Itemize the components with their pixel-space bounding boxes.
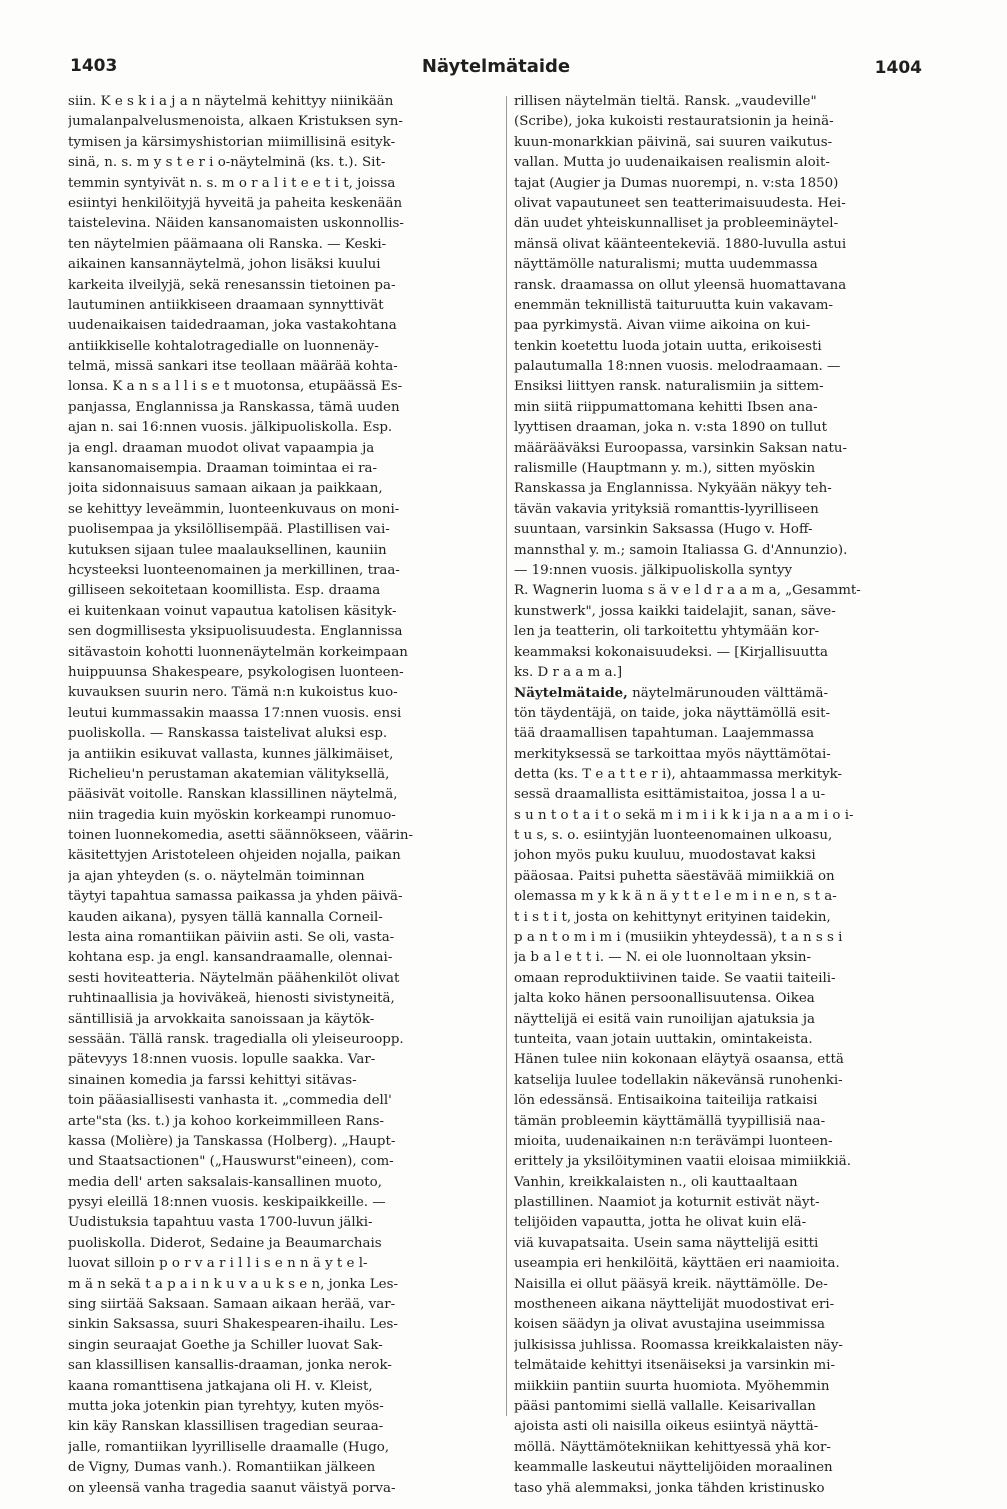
text-line: antiikkiselle kohtalotragedialle on luonnenäy- <box>68 338 379 354</box>
entry-headword: Näytelmätaide, <box>514 685 628 702</box>
text-line: sessä draamallista esittämistaitoa, jossa l a u- <box>514 787 826 803</box>
text-line: suuntaan, varsinkin Saksassa (Hugo v. Hoff- <box>514 522 813 538</box>
text-line: kunstwerk", jossa kaikki taidelajit, sanan, säve- <box>514 603 836 619</box>
text-line: ajoista asti oli naisilla oikeus esiintyä näyttä- <box>514 1419 819 1435</box>
text-line: kassa (Molière) ja Tanskassa (Holberg). „Haupt- <box>68 1133 396 1149</box>
text-line: p a n t o m i m i (musiikin yhteydessä), t a n s s i <box>514 930 843 946</box>
text-line: gilliseen sekoitetaan koomillista. Esp. draama <box>68 583 381 599</box>
text-line: paa pyrkimystä. Aivan viime aikoina on kui- <box>514 318 811 334</box>
text-line: vallan. Mutta jo uudenaikaisen realismin aloit- <box>514 155 830 171</box>
text-line: singin seuraajat Goethe ja Schiller luovat Sak- <box>68 1337 383 1353</box>
text-line: mannsthal y. m.; samoin Italiassa G. d'Annunzio). <box>514 542 848 558</box>
text-line: ja ajan yhteyden (s. o. näytelmän toiminnan <box>68 868 365 884</box>
text-line: möllä. Näyttämötekniikan kehittyessä yhä kor- <box>514 1439 831 1455</box>
text-line: kuun-monarkkian päivinä, sai suuren vaikutus- <box>514 134 833 150</box>
text-line: tön täydentäjä, on taide, joka näyttämöllä esit- <box>514 705 831 721</box>
text-line: ja engl. draaman muodot olivat vapaampia ja <box>68 440 375 456</box>
text-line: min siitä riippumattomana kehitti Ibsen ana- <box>514 399 818 415</box>
text-line: und Staatsactionen" („Hauswurst"eineen), com- <box>68 1154 394 1170</box>
text-line: Richelieu'n perustaman akatemian välityksellä, <box>68 766 390 782</box>
text-line: tunteita, vaan jotain uuttakin, omintakeista. <box>514 1031 813 1047</box>
text-line: omaan reproduktiivinen taide. Se vaatii taiteili- <box>514 970 836 986</box>
text-line: (Scribe), joka kukoisti restauratsionin ja heinä- <box>514 114 834 130</box>
text-line: pääosaa. Paitsi puhetta säestävää mimiikkiä on <box>514 868 835 884</box>
text-line: luovat silloin p o r v a r i l l i s e n n ä y t e l- <box>68 1256 368 1272</box>
text-line: määrääväksi Euroopassa, varsinkin Saksan natu- <box>514 440 847 456</box>
text-line: jumalanpalvelusmenoista, alkaen Kristuksen syn- <box>68 114 403 130</box>
text-line: joita sidonnaisuus samaan aikaan ja paikkaan, <box>68 481 383 497</box>
entry-headword-rest: näytelmärunouden välttämä- <box>627 686 829 702</box>
text-line: siin. K e s k i a j a n näytelmä kehittyy niinikään <box>68 94 394 109</box>
text-line: aikainen kansannäytelmä, johon lisäksi kuului <box>68 257 381 273</box>
text-line: ransk. draamassa on ollut yleensä huomattavana <box>514 277 847 293</box>
text-line: kuvauksen suurin nero. Tämä n:n kukoistus kuo- <box>68 685 398 701</box>
text-line: arte"sta (ks. t.) ja kohoo korkeimmilleen Rans- <box>68 1113 385 1129</box>
left-column <box>68 92 498 1499</box>
text-line: Naisilla ei ollut pääsyä kreik. näyttämölle. De- <box>514 1276 828 1292</box>
text-line: miikkiin pantiin suurta huomiota. Myöhemmin <box>514 1378 830 1394</box>
text-line: hcysteeksi luonteenomainen ja merkillinen, traa- <box>68 562 400 578</box>
text-line: olivat vapautuneet sen teatterimaisuudesta. Hei- <box>514 195 846 211</box>
text-line: lonsa. K a n s a l l i s e t muotonsa, etupäässä Es- <box>68 379 403 395</box>
right-column <box>514 92 945 1499</box>
text-line: tävän vakavia yrityksiä romanttis-lyyrilliseen <box>514 501 819 517</box>
text-line: ja antiikin esikuvat vallasta, kunnes jälkimäiset, <box>68 746 394 762</box>
text-line: kauden aikana), pysyen tällä kannalla Corneil- <box>68 909 383 925</box>
text-line: näyttämölle naturalismi; mutta uudemmassa <box>514 257 818 273</box>
text-line: toin pääasiallisesti vanhasta it. „commedia dell' <box>68 1093 392 1109</box>
text-line: se kehittyy leveämmin, luonteenkuvaus on moni- <box>68 501 400 517</box>
text-line: toinen luonnekomedia, asetti säännökseen, väärin- <box>68 828 414 844</box>
text-line: kaana romanttisena jatkajana oli H. v. Kleist, <box>68 1378 373 1394</box>
text-line: leutui kummassakin maassa 17:nnen vuosis. ensi <box>68 705 402 721</box>
text-line: ajan n. sai 16:nnen vuosis. jälkipuoliskolla. Esp. <box>68 420 393 436</box>
text-line: mutta joka jotenkin pian tyrehtyy, kuten myös- <box>68 1399 384 1414</box>
text-line: media dell' arten saksalais-kansallinen muoto, <box>68 1174 382 1190</box>
text-line: sing siirtää Saksaan. Samaan aikaan herää, var- <box>68 1297 396 1313</box>
text-line: sinä, n. s. m y s t e r i o-näytelminä (ks. t.). Sit- <box>68 155 386 171</box>
text-line: tenkin koetettu luoda jotain uutta, erikoisesti <box>514 338 822 354</box>
text-line: sesti hoviteatteria. Näytelmän päähenkilöt olivat <box>68 970 400 986</box>
text-line: telmätaide kehittyi itsenäiseksi ja varsinkin mi- <box>514 1358 836 1374</box>
text-line: kin käy Ranskan klassillisen tragedian seuraa- <box>68 1419 384 1435</box>
text-line: niin tragedia kuin myöskin korkeampi runomuo- <box>68 807 396 823</box>
right-page-number: 1404 <box>874 58 922 78</box>
text-line: temmin syntyivät n. s. m o r a l i t e e t i t, joissa <box>68 175 396 191</box>
text-line: pätevyys 18:nnen vuosis. lopulle saakka. Var- <box>68 1052 376 1068</box>
text-line: tämän probleemin käyttämällä tyypillisiä naa- <box>514 1113 826 1129</box>
text-line: Ensiksi liittyen ransk. naturalismiin ja sittem- <box>514 379 824 395</box>
text-line: panjassa, Englannissa ja Ranskassa, tämä uuden <box>68 399 400 415</box>
text-line: lön edessänsä. Entisaikoina taiteilija ratkaisi <box>514 1093 818 1109</box>
text-line: on yleensä vanha tragedia saanut väistyä porva- <box>68 1480 396 1496</box>
text-line: lyyttisen draaman, joka n. v:sta 1890 on tullut <box>514 420 828 436</box>
text-line: kohtana esp. ja engl. kansandraamalle, olennai- <box>68 950 393 966</box>
text-line: de Vigny, Dumas vanh.). Romantiikan jälkeen <box>68 1460 376 1476</box>
text-line: ralismille (Hauptmann y. m.), sitten myöskin <box>514 461 816 477</box>
text-line: esiintyi henkilöityjä hyveitä ja paheita keskenään <box>68 195 403 211</box>
text-line: jalta koko hänen persoonallisuutensa. Oikea <box>514 991 815 1007</box>
text-line: uudenaikaisen taidedraaman, joka vastakohtana <box>68 318 397 334</box>
text-line: rillisen näytelmän tieltä. Ransk. „vaudeville" <box>514 94 817 109</box>
text-line: palautumalla 18:nnen vuosis. melodraamaan. — <box>514 359 841 375</box>
text-line: san klassillisen kansallis-draaman, jonka nerok- <box>68 1358 392 1374</box>
text-line: dän uudet yhteiskunnalliset ja probleeminäytel- <box>514 216 839 232</box>
text-line: plastillinen. Naamiot ja koturnit estivät näyt- <box>514 1195 820 1211</box>
text-line: Hänen tulee niin kokonaan eläytyä osaansa, että <box>514 1052 844 1068</box>
text-line: taso yhä alemmaksi, jonka tähden kristinusko <box>514 1480 825 1496</box>
text-line: mänsä olivat käänteentekeviä. 1880-luvulla astui <box>514 236 847 252</box>
text-line: karkeita ilveilyjä, sekä renesanssin tietoinen pa- <box>68 277 396 293</box>
text-line: Ranskassa ja Englannissa. Nykyään näkyy teh- <box>514 481 832 497</box>
text-line: koisen säädyn ja olivat avustajina useimmissa <box>514 1317 826 1333</box>
text-line: — 19:nnen vuosis. jälkipuoliskolla syntyy <box>514 562 793 578</box>
text-line: erittely ja yksilöityminen vaatii eloisaa mimiikkiä. <box>514 1154 851 1170</box>
text-line: ruhtinaallisia ja hoviväkeä, hienosti sivistyneitä, <box>68 991 395 1007</box>
text-line: useampia eri henkilöitä, käyttäen eri naamioita. <box>514 1256 840 1272</box>
text-line: R. Wagnerin luoma s ä v e l d r a a m a, „Gesammt- <box>514 583 861 599</box>
text-line: sitävastoin kohotti luonnenäytelmän korkeimpaan <box>68 644 408 660</box>
text-line: johon myös puku kuuluu, muodostavat kaksi <box>514 848 816 864</box>
text-line: kansanomaisempia. Draaman toimintaa ei ra- <box>68 461 378 477</box>
text-line <box>514 683 945 703</box>
text-line: mioita, uudenaikainen n:n terävämpi luonteen- <box>514 1133 833 1149</box>
text-line: pääsi pantomimi siellä vallalle. Keisarivallan <box>514 1399 816 1414</box>
text-line: pääsivät voitolle. Ranskan klassillinen näytelmä, <box>68 787 398 803</box>
text-line: tymisen ja kärsimyshistorian miimillisinä esityk- <box>68 134 396 150</box>
text-line: telmä, missä sankari itse teollaan määrää kohta- <box>68 359 398 375</box>
text-line: keammaksi kokonaisuudeksi. — [Kirjallisuutta <box>514 644 828 660</box>
text-line: ks. D r a a m a.] <box>514 664 623 680</box>
text-line: sessään. Tällä ransk. tragedialla oli yleiseuroopp. <box>68 1031 404 1047</box>
running-title: Näytelmätaide <box>421 56 571 77</box>
text-line: m ä n sekä t a p a i n k u v a u k s e n, jonka Les- <box>68 1276 399 1292</box>
text-line: tajat (Augier ja Dumas nuorempi, n. v:sta 1850) <box>514 175 839 191</box>
text-line: tää draamallisen tapahtuman. Laajemmassa <box>514 726 815 742</box>
text-line: puoliskolla. — Ranskassa taistelivat aluksi esp. <box>68 726 388 742</box>
text-line: enemmän teknillistä taituruutta kuin vakavam- <box>514 297 834 313</box>
text-line: ten näytelmien päämaana oli Ranska. — Keski- <box>68 236 387 252</box>
text-line: lesta aina romantiikan päiviin asti. Se oli, vasta- <box>68 930 395 946</box>
text-line: näyttelijä ei esitä vain runoilijan ajatuksia ja <box>514 1011 816 1027</box>
text-line: jalle, romantiikan lyyrilliselle draamalle (Hugo, <box>68 1439 390 1455</box>
text-line: telijöiden vapautta, jotta he olivat kuin elä- <box>514 1215 807 1231</box>
text-line: len ja teatterin, oli tarkoitettu yhtymään kor- <box>514 624 820 640</box>
column-divider <box>506 96 507 1416</box>
text-line: julkisissa juhlissa. Roomassa kreikkalaisten näy- <box>514 1337 843 1353</box>
text-line: t i s t i t, josta on kehittynyt erityinen taidekin, <box>514 909 831 925</box>
text-line: kutuksen sijaan tulee maalauksellinen, kauniin <box>68 542 387 558</box>
text-line: puoliskolla. Diderot, Sedaine ja Beaumarchais <box>68 1235 382 1251</box>
text-line: t u s, s. o. esiintyjän luonteenomainen ulkoasu, <box>514 828 833 844</box>
text-line: Vanhin, kreikkalaisten n., oli kauttaaltaan <box>514 1174 798 1190</box>
text-line: olemassa m y k k ä n ä y t t e l e m i n e n, s t a- <box>514 889 837 905</box>
text-line: pysyi eleillä 18:nnen vuosis. keskipaikkeille. — <box>68 1195 386 1211</box>
text-line: merkityksessä se tarkoittaa myös näyttämötai- <box>514 746 831 762</box>
text-line: ja b a l e t t i. — N. ei ole luonnoltaan yksin- <box>514 950 812 966</box>
text-line: käsitettyjen Aristoteleen ohjeiden nojalla, paikan <box>68 848 401 864</box>
page-header <box>70 56 922 86</box>
text-line: sinkin Saksassa, suuri Shakespearen-ihailu. Les- <box>68 1317 398 1333</box>
text-line: detta (ks. T e a t t e r i), ahtaammassa merkityk- <box>514 766 843 782</box>
text-line: huippuunsa Shakespeare, psykologisen luonteen- <box>68 664 404 680</box>
text-line: keammalle laskeutui näyttelijöiden moraalinen <box>514 1460 833 1476</box>
text-line: sinainen komedia ja farssi kehittyi sitävas- <box>68 1072 357 1088</box>
text-line: mostheneen aikana näyttelijät muodostivat eri- <box>514 1297 835 1313</box>
text-line: täytyi tapahtua samassa paikassa ja yhden päivä- <box>68 889 403 905</box>
text-line: säntillisiä ja arvokkaita sanoissaan ja käytök- <box>68 1011 375 1027</box>
text-line: Uudistuksia tapahtuu vasta 1700-luvun jälki- <box>68 1215 373 1231</box>
text-line: ei kuitenkaan voinut vapautua katolisen käsityk- <box>68 603 397 619</box>
text-line: sen dogmillisesta yksipuolisuudesta. Englannissa <box>68 624 403 640</box>
text-line: viä kuvapatsaita. Usein sama näyttelijä esitti <box>514 1235 819 1251</box>
text-line: puolisempaa ja yksilöllisempää. Plastillisen vai- <box>68 522 390 538</box>
text-line: lautuminen antiikkiseen draamaan synnyttivät <box>68 297 384 313</box>
text-line: katselija luulee todellakin näkevänsä runohenki- <box>514 1072 843 1088</box>
text-line: s u n t o t a i t o sekä m i m i i k k i ja n a a m i o i- <box>514 807 854 823</box>
text-line: taistelevina. Näiden kansanomaisten uskonnollis- <box>68 216 404 232</box>
left-page-number: 1403 <box>70 56 118 76</box>
